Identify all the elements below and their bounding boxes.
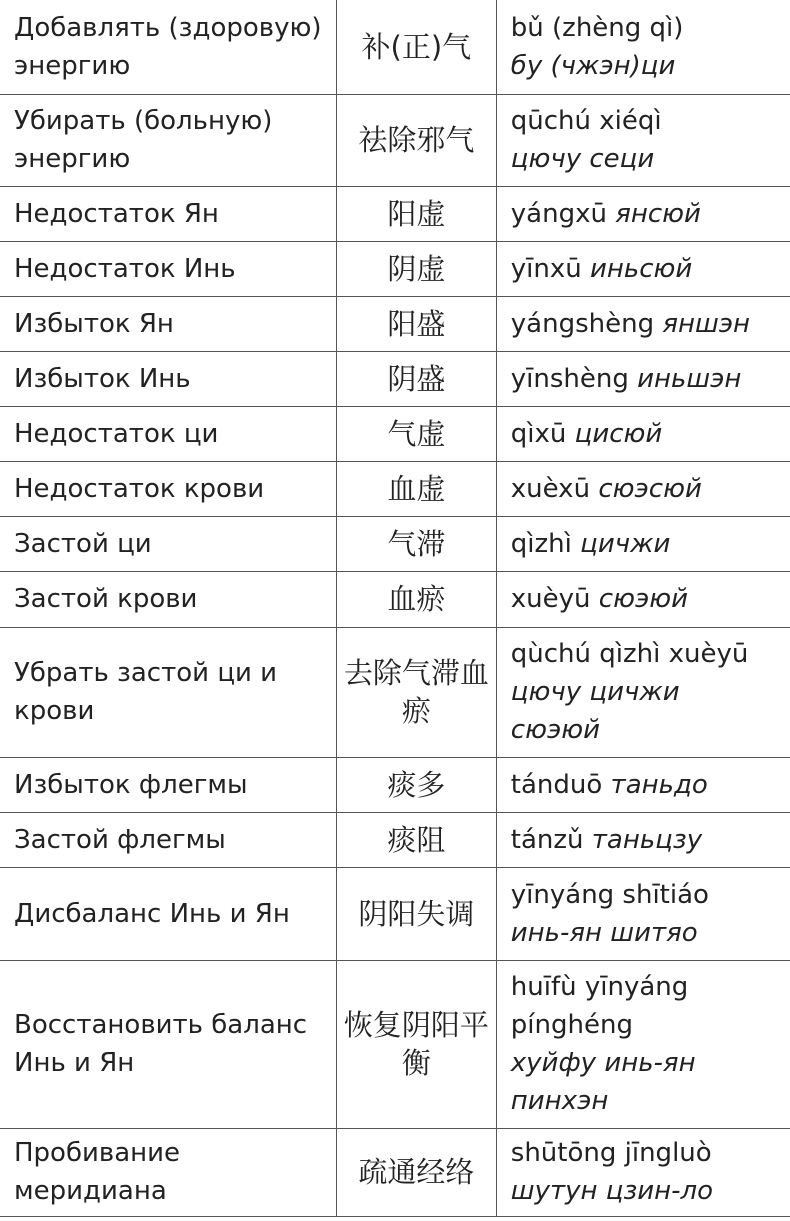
pinyin-text: yángshèng [510, 308, 655, 339]
pinyin-text: qūchú xiéqì [510, 106, 662, 136]
table-row [0, 0, 790, 94]
cyrillic-transcription: хуйфу инь-ян пинхэн [510, 1048, 696, 1116]
cyrillic-transcription: цисюй [574, 418, 663, 449]
table-row [0, 241, 790, 296]
chinese-term [336, 516, 496, 571]
chinese-term-text: 祛除邪气 [358, 123, 475, 157]
transcription [496, 627, 790, 757]
russian-term-text: Недостаток крови [14, 473, 265, 504]
russian-term [0, 351, 336, 406]
transcription [496, 186, 790, 241]
chinese-term [336, 757, 496, 812]
chinese-term [336, 461, 496, 516]
pinyin-text: xuèxū [510, 473, 591, 504]
transcription [496, 351, 790, 406]
chinese-term-text: 恢复阴阳平衡 [343, 1008, 489, 1080]
cyrillic-transcription: яншэн [662, 308, 751, 339]
russian-term-text: Дисбаланс Инь и Ян [14, 898, 290, 929]
russian-term [0, 960, 336, 1128]
russian-term-text: Пробивание меридиана [14, 1138, 181, 1206]
cyrillic-transcription: цичжи [580, 528, 671, 559]
cyrillic-transcription: бу (чжэн)ци [510, 50, 676, 81]
table-row [0, 960, 790, 1128]
russian-term [0, 812, 336, 867]
chinese-term-text: 血虚 [387, 471, 446, 506]
cyrillic-transcription: таньдо [610, 769, 708, 800]
pinyin-text: yīnyáng shītiáo [510, 879, 709, 910]
transcription [496, 1128, 790, 1216]
table-row [0, 627, 790, 757]
pinyin-text: tánzǔ [510, 824, 584, 855]
chinese-term-text: 补(正)气 [361, 29, 472, 64]
russian-term-text: Избыток флегмы [14, 769, 248, 800]
table-row [0, 1128, 790, 1216]
transcription [496, 757, 790, 812]
cyrillic-transcription: янсюй [615, 198, 701, 229]
cyrillic-transcription: сюэсюй [598, 473, 702, 504]
chinese-term-text: 去除气滞血瘀 [343, 656, 489, 728]
chinese-term-text: 气滞 [387, 526, 446, 561]
chinese-term-text: 痰多 [387, 767, 446, 802]
cyrillic-transcription: цючу цичжи сюэюй [510, 677, 680, 745]
pinyin-text: bǔ (zhèng qì) [510, 12, 684, 43]
russian-term [0, 241, 336, 296]
chinese-term-text: 气虚 [387, 416, 446, 451]
table-row [0, 516, 790, 571]
chinese-term [336, 867, 496, 960]
russian-term-text: Избыток Инь [14, 363, 191, 394]
chinese-term-text: 阴盛 [387, 361, 446, 396]
russian-term-text: Недостаток Ян [14, 198, 219, 229]
transcription [496, 94, 790, 186]
russian-term [0, 186, 336, 241]
chinese-term [336, 351, 496, 406]
chinese-term [336, 0, 496, 94]
table-row [0, 94, 790, 186]
transcription [496, 571, 790, 627]
pinyin-text: yīnshèng [510, 363, 629, 394]
cyrillic-transcription: цючу сеци [510, 144, 655, 174]
chinese-term [336, 406, 496, 461]
russian-term [0, 571, 336, 627]
pinyin-text: qìzhì [510, 528, 572, 559]
transcription [496, 516, 790, 571]
chinese-term-text: 阳盛 [387, 306, 446, 341]
russian-term-text: Застой флегмы [14, 824, 226, 855]
transcription [496, 296, 790, 351]
chinese-term-text: 血瘀 [387, 582, 446, 616]
cyrillic-transcription: сюэюй [598, 584, 689, 614]
table-row [0, 812, 790, 867]
russian-term-text: Застой ци [14, 528, 152, 559]
cyrillic-transcription: инь-ян шитяо [510, 917, 698, 948]
russian-term [0, 1128, 336, 1216]
chinese-term [336, 296, 496, 351]
russian-term [0, 627, 336, 757]
transcription [496, 812, 790, 867]
russian-term [0, 757, 336, 812]
cyrillic-transcription: шутун цзин-ло [510, 1176, 714, 1206]
chinese-term-text: 阴阳失调 [358, 896, 475, 931]
russian-term [0, 94, 336, 186]
russian-term [0, 516, 336, 571]
cyrillic-transcription: таньцзу [591, 824, 703, 855]
pinyin-text: xuèyū [510, 584, 591, 614]
chinese-term [336, 627, 496, 757]
russian-term-text: Восстановить баланс Инь и Ян [14, 1010, 308, 1078]
chinese-term-text: 疏通经络 [358, 1155, 475, 1189]
transcription [496, 241, 790, 296]
transcription [496, 960, 790, 1128]
pinyin-text: yángxū [510, 198, 607, 229]
russian-term-text: Застой крови [14, 584, 198, 614]
pinyin-text: tánduō [510, 769, 603, 800]
russian-term-text: Убрать застой ци и крови [14, 658, 278, 726]
chinese-term [336, 812, 496, 867]
table-row [0, 571, 790, 627]
chinese-term [336, 571, 496, 627]
cyrillic-transcription: иньшэн [637, 363, 742, 394]
table-row [0, 351, 790, 406]
pinyin-text: qùchú qìzhì xuèyū [510, 639, 749, 669]
russian-term [0, 461, 336, 516]
transcription [496, 406, 790, 461]
table-row [0, 461, 790, 516]
transcription [496, 867, 790, 960]
pinyin-text: shūtōng jīngluò [510, 1138, 712, 1168]
chinese-term [336, 186, 496, 241]
pinyin-text: yīnxū [510, 253, 582, 284]
transcription [496, 0, 790, 94]
chinese-term-text: 阴虚 [387, 251, 446, 286]
russian-term-text: Избыток Ян [14, 308, 174, 339]
table-row [0, 296, 790, 351]
chinese-term-text: 阳虚 [387, 196, 446, 231]
russian-term [0, 0, 336, 94]
russian-term [0, 296, 336, 351]
russian-term-text: Недостаток ци [14, 418, 219, 449]
chinese-term [336, 960, 496, 1128]
russian-term-text: Добавлять (здоровую) энергию [14, 12, 322, 81]
chinese-term [336, 1128, 496, 1216]
table-row [0, 757, 790, 812]
table-row [0, 867, 790, 960]
russian-term-text: Убирать (больную) энергию [14, 106, 273, 174]
russian-term [0, 867, 336, 960]
pinyin-text: qìxū [510, 418, 567, 449]
pinyin-text: huīfù yīnyáng pínghéng [510, 972, 689, 1040]
table-row [0, 406, 790, 461]
transcription [496, 461, 790, 516]
chinese-term [336, 94, 496, 186]
chinese-term [336, 241, 496, 296]
russian-term-text: Недостаток Инь [14, 253, 236, 284]
russian-term [0, 406, 336, 461]
cyrillic-transcription: иньсюй [590, 253, 693, 284]
table-row [0, 186, 790, 241]
chinese-term-text: 痰阻 [387, 822, 446, 857]
